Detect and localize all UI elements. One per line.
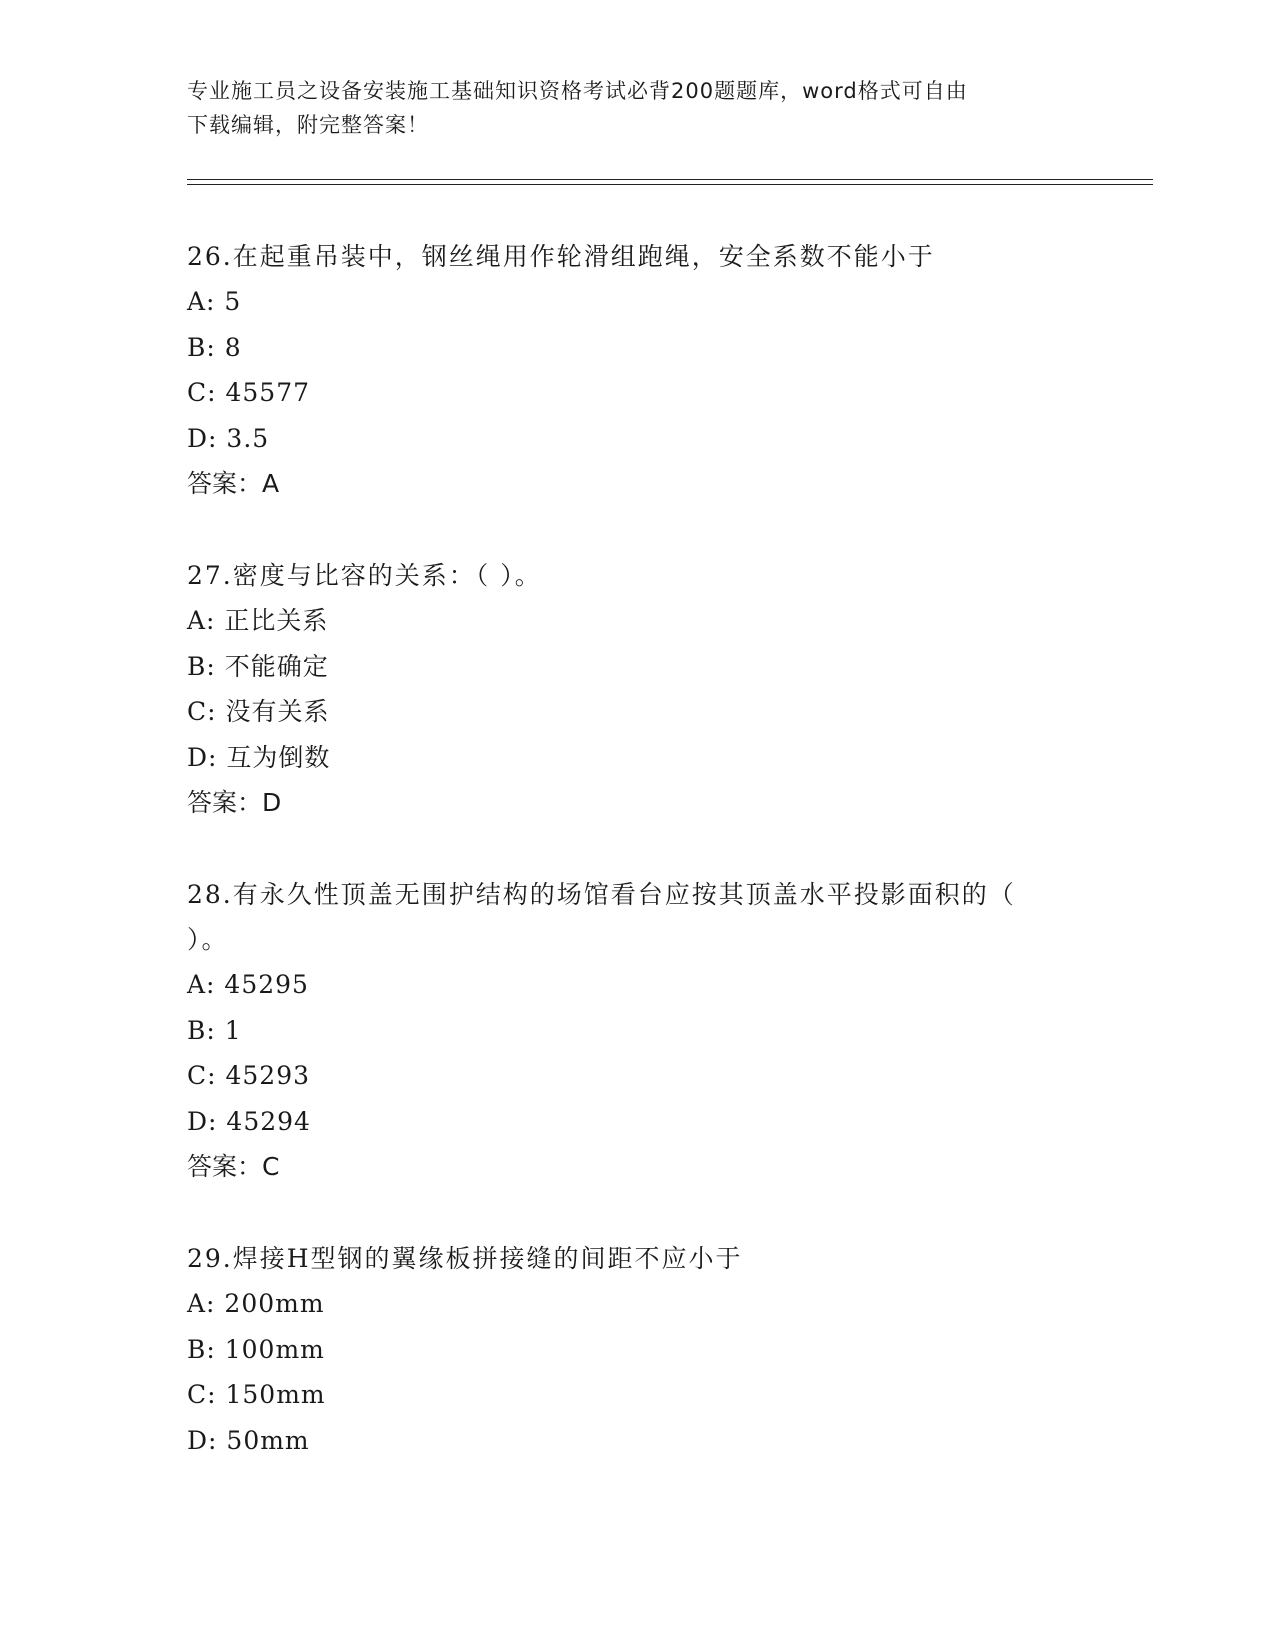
- question-28: [187, 872, 1087, 1189]
- option-d: D: 互为倒数: [187, 742, 331, 772]
- option-c: C: 45293: [187, 1061, 311, 1090]
- question-29: [187, 1236, 1087, 1463]
- option-d: D: 50mm: [187, 1425, 310, 1455]
- answer-label: 答案：A: [187, 469, 280, 498]
- header-divider-bottom: [187, 184, 1153, 185]
- option-c: C: 没有关系: [187, 697, 330, 726]
- answer-label: 答案：C: [187, 1152, 280, 1181]
- option-a: A: 45295: [187, 970, 309, 999]
- header-line-1: 专业施工员之设备安装施工基础知识资格考试必背200题题库，word格式可自由: [187, 79, 968, 103]
- option-a: A: 5: [187, 287, 242, 316]
- header-divider-top: [187, 179, 1153, 180]
- option-b: B: 100mm: [187, 1334, 325, 1364]
- option-b: B: 1: [187, 1015, 242, 1045]
- answer-label: 答案：D: [187, 788, 282, 817]
- question-stem: 26.在起重吊装中，钢丝绳用作轮滑组跑绳，安全系数不能小于: [187, 242, 935, 271]
- question-stem-line-1: 28.有永久性顶盖无围护结构的场馆看台应按其顶盖水平投影面积的（: [187, 880, 1016, 909]
- question-27: [187, 553, 1087, 825]
- option-a: A: 正比关系: [187, 606, 329, 635]
- question-stem: 29.焊接H型钢的翼缘板拼接缝的间距不应小于: [187, 1244, 743, 1273]
- option-c: C: 45577: [187, 378, 311, 407]
- header-line-2: 下载编辑，附完整答案！: [187, 113, 429, 137]
- question-stem-line-2: ）。: [187, 925, 229, 954]
- option-c: C: 150mm: [187, 1380, 326, 1409]
- option-b: B: 不能确定: [187, 651, 329, 681]
- option-d: D: 3.5: [187, 423, 270, 453]
- option-a: A: 200mm: [187, 1289, 325, 1318]
- option-b: B: 8: [187, 332, 242, 362]
- option-d: D: 45294: [187, 1106, 311, 1136]
- document-header: [187, 74, 1067, 142]
- question-26: [187, 234, 1087, 506]
- question-stem: 27.密度与比容的关系：（ ）。: [187, 561, 542, 590]
